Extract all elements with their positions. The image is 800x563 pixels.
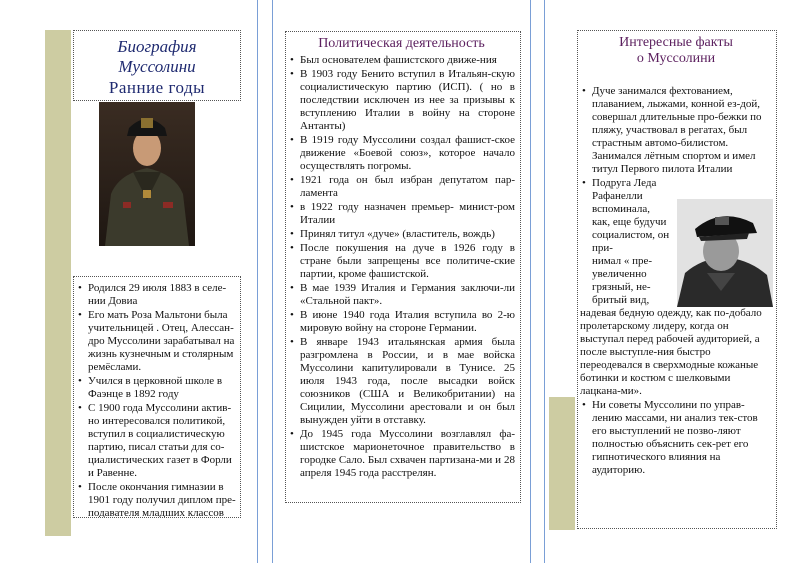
right-title-line1: Интересные факты bbox=[619, 35, 733, 50]
left-bullet-2: • Его мать Роза Мальтони была учительницей . Отец, Алессан-дро Муссолини зарабатывал на жизнь кузнечным и столярным ремёслами. bbox=[76, 309, 236, 374]
middle-bullet-7: • После покушения на дуче в 1926 году в стране были запрещены все политиче-ские партии, кроме фашистской. bbox=[288, 242, 515, 281]
middle-bullet-3: • В 1919 году Муссолини создал фашист-ское движение «Боевой союз», которое начало осуществлять погромы. bbox=[288, 134, 515, 173]
left-bullet-4: • С 1900 года Муссолини актив-но интересовался политикой, вступил в социалистическую партию, писал статьи для со-циалистических газет в Форли и Равенне. bbox=[76, 402, 236, 480]
middle-bullet-1: • Был основателем фашистского движе-ния bbox=[288, 54, 515, 67]
column-separator-3 bbox=[530, 0, 531, 563]
column-separator-4 bbox=[544, 0, 545, 563]
right-bullet-3: • Ни советы Муссолини по управ-лению массами, ни анализ тек-стов его выступлений не позво-ляют полностью объяснить сек-рет его гипнотического влияния на аудиторию. bbox=[580, 399, 772, 477]
right-bullet-2-line: Рафанелли bbox=[592, 190, 643, 202]
left-bullet-1: • Родился 29 июля 1883 в селе-нии Довиа bbox=[76, 282, 236, 308]
middle-title: Политическая деятельность bbox=[318, 36, 485, 51]
right-bullet-2-wrap bbox=[592, 177, 678, 307]
mussolini-portrait-photo bbox=[99, 102, 195, 246]
middle-bullet-2: • В 1903 году Бенито вступил в Итальян-скую социалистическую партию (ИСП). ( но в последствии исключен из нее за призывы к вступлению Италии в войну на стороне Антанты) bbox=[288, 68, 515, 133]
middle-bullet-11: • До 1945 года Муссолини возглавлял фа-шистское марионеточное правительство в городке Сало. Был схвачен партизана-ми и 28 апреля 1945 года расстрелян. bbox=[288, 428, 515, 480]
middle-bullet-list bbox=[288, 54, 515, 480]
middle-bullet-4: • 1921 года он был избран депутатом пар-ламента bbox=[288, 174, 515, 200]
mussolini-cap-photo bbox=[677, 199, 773, 307]
middle-bullet-6: • Принял титул «дуче» (властитель, вождь) bbox=[288, 228, 515, 241]
right-bullet-2-line: бритый вид, bbox=[592, 294, 650, 306]
right-bullet-2-line: нимал « пре- bbox=[592, 255, 653, 267]
middle-bullet-5: • в 1922 году назначен премьер- минист-ром Италии bbox=[288, 201, 515, 227]
column-separator-2 bbox=[272, 0, 273, 563]
right-bullet-2-line: грязный, не- bbox=[592, 281, 651, 293]
left-title-line1: Биография bbox=[117, 37, 197, 56]
middle-bullet-9: • В июне 1940 года Италия вступила во 2-ю мировую войну на стороне Германии. bbox=[288, 309, 515, 335]
right-bullet-2-line: • Подруга Леда bbox=[592, 177, 657, 189]
middle-box bbox=[285, 31, 521, 503]
left-bullet-3: • Учился в церковной школе в Фаэнце в 1892 году bbox=[76, 375, 236, 401]
right-bullet-2-line: увеличенно bbox=[592, 268, 647, 280]
column-separator-1 bbox=[257, 0, 258, 563]
left-title-line2: Муссолини bbox=[118, 57, 196, 76]
middle-bullet-10: • В январе 1943 итальянская армия была разгромлена в России, и в мае войска Муссолини капитулировали в Тунисе. 25 июля 1943 года, после высадки войск союзников (США и Великобритании) на Сицилии, Муссолини арестовали и он был вынужден уйти в отставку. bbox=[288, 336, 515, 427]
left-title-line3: Ранние годы bbox=[108, 78, 206, 97]
right-bullet-2-line: социалистом, он при- bbox=[592, 229, 670, 254]
right-bullet-1: • Дуче занимался фехтованием, плаванием, лыжами, конной ез-дой, совершал длительные про-бежки по пляжу, участвовал в регатах, был страстным автомо-билистом. Занимался лётным спортом и имел титул Первого пилота Италии bbox=[580, 85, 772, 176]
right-bullet-2-rest: надевая бедную одежду, как по-добало пролетарскому лидеру, когда он выступал перед рабочей аудиторией, а после выступле-ния быстро переодевался в сверхмодные кожаные ботинки и костюм с шелковыми лацкана-ми». bbox=[580, 307, 762, 397]
right-bullet-2-line: вспоминала, bbox=[592, 203, 651, 215]
left-bullet-list bbox=[76, 282, 236, 518]
left-olive-bar bbox=[45, 30, 71, 536]
left-bullet-5: • После окончания гимназии в 1901 году получил диплом пре-подавателя младших классов bbox=[76, 481, 236, 518]
right-title-line2: о Муссолини bbox=[636, 51, 716, 66]
left-bullets-box bbox=[73, 276, 241, 518]
right-bullet-2-line: как, еще будучи bbox=[592, 216, 667, 228]
left-title-box bbox=[73, 30, 241, 101]
right-olive-bar bbox=[549, 397, 575, 530]
middle-bullet-8: • В мае 1939 Италия и Германия заключи-ли «Стальной пакт». bbox=[288, 282, 515, 308]
